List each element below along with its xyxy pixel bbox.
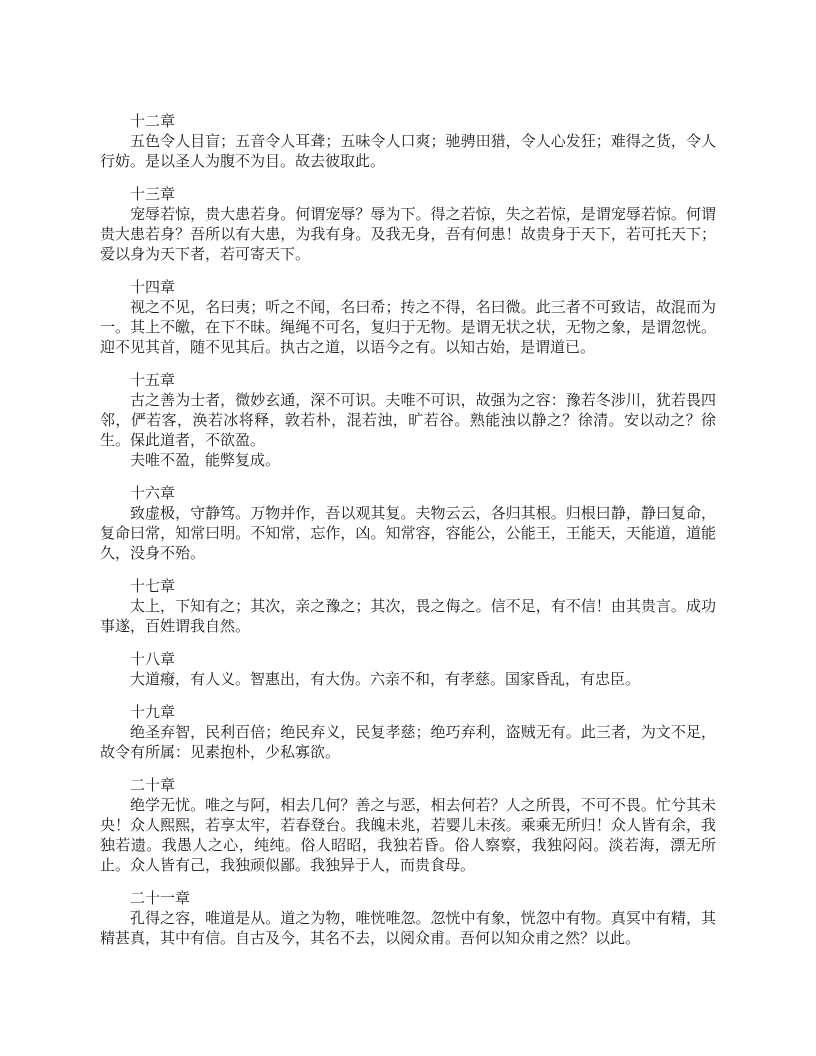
- chapter-17: [100, 576, 716, 636]
- chapter-paragraph: 绝学无忧。唯之与阿，相去几何？善之与恶，相去何若？人之所畏，不可不畏。忙兮其未央！众人熙熙，若享太牢，若春登台。我魄未兆，若婴儿未孩。乘乘无所归！众人皆有余，我独若遗。我愚人之心，纯纯。俗人昭昭，我独若昏。俗人察察，我独闷闷。淡若海，漂无所止。众人皆有己，我独顽似鄙。我独异于人，而贵食母。: [100, 796, 716, 874]
- chapter-title: 十六章: [130, 484, 176, 502]
- chapter-16: [100, 483, 716, 563]
- chapter-title: 十四章: [130, 278, 176, 296]
- chapter-paragraph: 夫唯不盈，能弊复成。: [130, 451, 281, 469]
- chapter-14: [100, 277, 716, 357]
- chapter-paragraph: 宠辱若惊，贵大患若身。何谓宠辱？辱为下。得之若惊，失之若惊，是谓宠辱若惊。何谓贵大患若身？吾所以有大患，为我有身。及我无身，吾有何患！故贵身于天下，若可托天下；爱以身为天下者，若可寄天下。: [100, 205, 716, 263]
- chapter-paragraph: 致虚极，守静笃。万物并作，吾以观其复。夫物云云，各归其根。归根曰静，静曰复命，复命曰常，知常曰明。不知常，忘作，凶。知常容，容能公，公能王，王能天，天能道，道能久，没身不殆。: [100, 504, 716, 562]
- chapter-paragraph: 视之不见，名曰夷；听之不闻，名曰希；抟之不得，名曰微。此三者不可致诘，故混而为一。其上不皦，在下不昧。绳绳不可名，复归于无物。是谓无状之状，无物之象，是谓忽恍。迎不见其首，随不见其后。执古之道，以语今之有。以知古始，是谓道已。: [100, 298, 716, 356]
- chapter-paragraph: 五色令人目盲；五音令人耳聋；五味令人口爽；驰骋田猎，令人心发狂；难得之货，令人行妨。是以圣人为腹不为目。故去彼取此。: [100, 132, 716, 170]
- chapter-title: 十二章: [130, 112, 176, 130]
- chapter-paragraph: 孔得之容，唯道是从。道之为物，唯恍唯忽。忽恍中有象，恍忽中有物。真冥中有精，其精甚真，其中有信。自古及今，其名不去，以阅众甫。吾何以知众甫之然？以此。: [100, 909, 716, 947]
- chapter-21: [100, 888, 716, 948]
- chapter-title: 十五章: [130, 371, 176, 389]
- chapter-15: [100, 370, 716, 470]
- chapter-title: 十九章: [130, 703, 176, 721]
- chapter-title: 十八章: [130, 650, 176, 668]
- chapter-title: 十七章: [130, 577, 176, 595]
- chapter-title: 二十章: [130, 776, 176, 794]
- chapter-paragraph: 大道癈，有人义。智惠出，有大伪。六亲不和，有孝慈。国家昏乱，有忠臣。: [130, 670, 641, 688]
- chapter-paragraph: 绝圣弃智，民利百倍；绝民弃义，民复孝慈；绝巧弃利，盗贼无有。此三者，为文不足，故令有所属：见素抱朴，少私寡欲。: [100, 723, 716, 761]
- chapter-13: [100, 184, 716, 264]
- chapter-18: [100, 649, 716, 689]
- chapter-title: 二十一章: [130, 889, 191, 907]
- chapter-12: [100, 111, 716, 171]
- chapter-20: [100, 775, 716, 875]
- chapter-paragraph: 太上，下知有之；其次，亲之豫之；其次，畏之侮之。信不足，有不信！由其贵言。成功事遂，百姓谓我自然。: [100, 597, 716, 635]
- chapter-19: [100, 702, 716, 762]
- chapter-paragraph: 古之善为士者，微妙玄通，深不可识。夫唯不可识，故强为之容：豫若冬涉川，犹若畏四邻，俨若客，涣若冰将释，敦若朴，混若浊，旷若谷。熟能浊以静之？徐清。安以动之？徐生。保此道者，不欲盈。: [100, 391, 716, 449]
- chapter-title: 十三章: [130, 185, 176, 203]
